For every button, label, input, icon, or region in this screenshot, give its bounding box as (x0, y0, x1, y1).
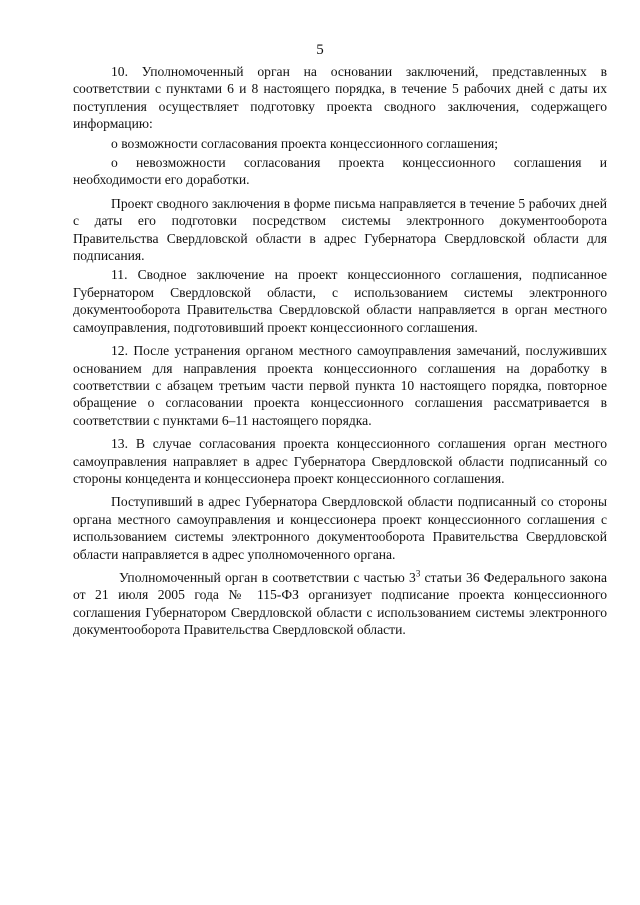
paragraph-10-draft-letter: Проект сводного заключения в форме письма направляется в течение 5 рабочих дней с даты его подготовки посредством системы электронного документооборота Правительства Свердловской области в адрес Губернатора Свердловской области для подписания. (73, 195, 607, 264)
document-body (73, 63, 607, 641)
paragraph-10: 10. Уполномоченный орган на основании заключений, представленных в соответствии с пунктами 6 и 8 настоящего порядка, в течение 5 рабочих дней с даты их поступления осуществляет подготовку проекта сводного заключения, содержащего информацию: (73, 64, 607, 132)
signing-text-start: Уполномоченный орган в соответствии с частью 3 (119, 569, 416, 585)
paragraph-13-signing (73, 569, 607, 639)
paragraph-11: 11. Сводное заключение на проект концессионного соглашения, подписанное Губернатором Свердловской области, с использованием системы электронного документооборота Правительства Свердловской области направляется в орган местного самоуправления, подготовивший проект концессионного соглашения. (73, 267, 607, 335)
paragraph-12: 12. После устранения органом местного самоуправления замечаний, послуживших основанием для направления проекта концессионного соглашения на доработку в соответствии с абзацем третьим части первой пункта 10 настоящего порядка, повторное обращение о согласовании проекта концессионного соглашения рассматривается в соответствии с пунктами 6–11 настоящего порядка. (73, 343, 607, 428)
page-number: 5 (316, 42, 324, 58)
signing-text-end: статьи 36 Федерального закона от 21 июля 2005 года № 115-ФЗ организует подписание проекта концессионного соглашения Губернатором Свердловской области с использованием системы электронного документооборота Правительства Свердловской области. (73, 569, 607, 638)
paragraph-10-option-impossible: о невозможности согласования проекта концессионного соглашения и необходимости его доработки. (73, 155, 607, 188)
paragraph-10-option-possible: о возможности согласования проекта концессионного соглашения; (111, 135, 499, 151)
paragraph-13-received: Поступивший в адрес Губернатора Свердловской области подписанный со стороны органа местного самоуправления и концессионера проект концессионного соглашения с использованием системы электронного документооборота Правительства Свердловской области направляется в адрес уполномоченного органа. (73, 494, 607, 562)
superscript-index: 3 (415, 568, 421, 579)
paragraph-13: 13. В случае согласования проекта концессионного соглашения орган местного самоуправления направляет в адрес Губернатора Свердловской области подписанный со стороны концедента и концессионера проект концессионного соглашения. (73, 436, 607, 486)
